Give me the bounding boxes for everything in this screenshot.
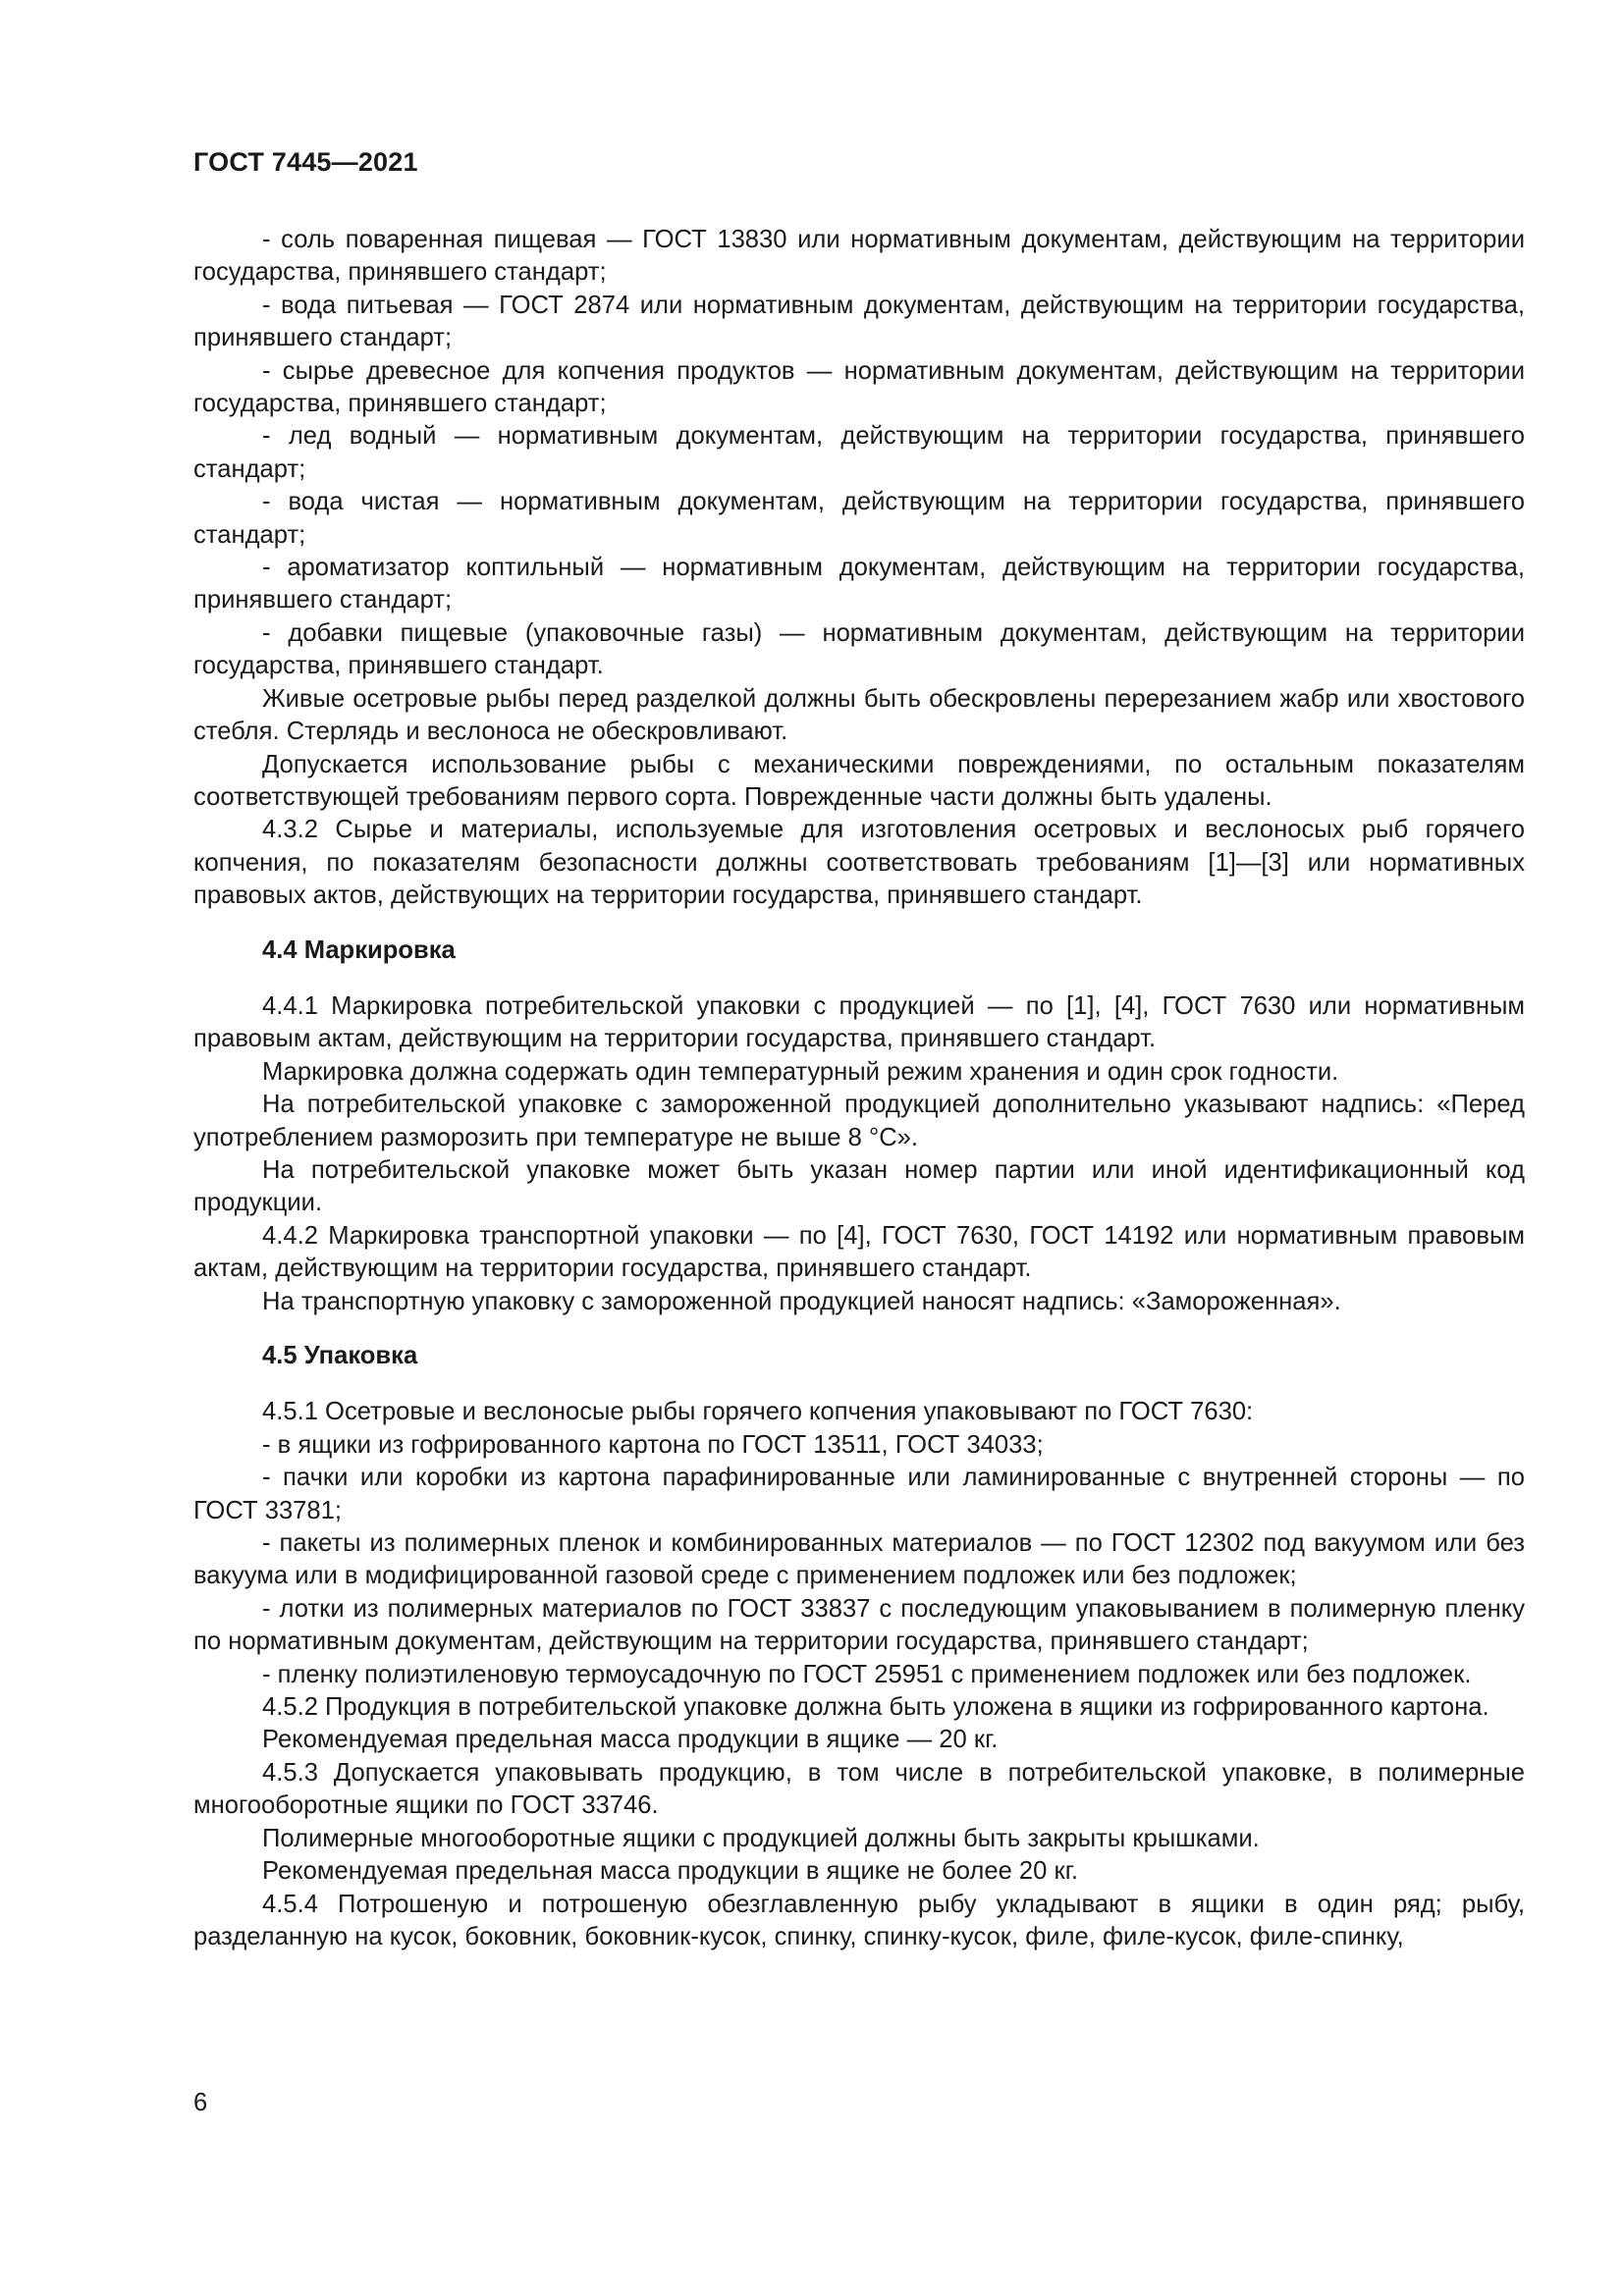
- document-body: [193, 224, 1525, 1953]
- paragraph: - в ящики из гофрированного картона по ГОСТ 13511, ГОСТ 34033;: [262, 1430, 1044, 1459]
- paragraph: - добавки пищевые (упаковочные газы) — нормативным документам, действующим на территории государства, принявшего стандарт.: [193, 618, 1525, 680]
- paragraph: Рекомендуемая предельная масса продукции в ящике — 20 кг.: [262, 1726, 999, 1754]
- paragraph: - вода питьевая — ГОСТ 2874 или нормативным документам, действующим на территории государства, принявшего стандарт;: [193, 291, 1525, 352]
- paragraph: На потребительской упаковке может быть указан номер партии или иной идентификационный код продукции.: [193, 1155, 1525, 1217]
- paragraph: 4.5.2 Продукция в потребительской упаковке должна быть уложена в ящики из гофрированного картона.: [262, 1693, 1489, 1722]
- paragraph: - пакеты из полимерных пленок и комбинированных материалов — по ГОСТ 12302 под вакуумом или без вакуума или в модифицированной газовой среде с применением подложек или без подложек;: [193, 1529, 1525, 1590]
- paragraph: Маркировка должна содержать один температурный режим хранения и один срок годности.: [262, 1057, 1339, 1086]
- paragraph: - сырье древесное для копчения продуктов — нормативным документам, действующим на территории государства, принявшего стандарт;: [193, 356, 1525, 418]
- paragraph: 4.5.4 Потрошеную и потрошеную обезглавленную рыбу укладывают в ящики в один ряд; рыбу, разделанную на кусок, боковник, боковник-кусок, спинку, спинку-кусок, филе, филе-кусок, филе-спинку,: [193, 1890, 1525, 1950]
- paragraph: 4.4.2 Маркировка транспортной упаковки — по [4], ГОСТ 7630, ГОСТ 14192 или нормативным правовым актам, действующим на территории государства, принявшего стандарт.: [193, 1221, 1525, 1283]
- paragraph: На потребительской упаковке с замороженной продукцией дополнительно указывают надпись: «Перед употреблением разморозить при температуре не выше 8 °С».: [193, 1091, 1525, 1151]
- paragraph: - лотки из полимерных материалов по ГОСТ 33837 с последующим упаковыванием в полимерную пленку по нормативным документам, действующим на территории государства, принявшего стандарт;: [193, 1594, 1525, 1656]
- paragraph: Полимерные многооборотные ящики с продукцией должны быть закрыты крышками.: [262, 1824, 1260, 1852]
- page-number: 6: [193, 2089, 208, 2116]
- paragraph: 4.5.1 Осетровые и веслоносые рыбы горячего копчения упаковывают по ГОСТ 7630:: [262, 1398, 1254, 1426]
- paragraph: - лед водный — нормативным документам, действующим на территории государства, принявшего стандарт;: [193, 422, 1525, 483]
- paragraph: Допускается использование рыбы с механическими повреждениями, по остальным показателям соответствующей требованиям первого сорта. Поврежденные части должны быть удалены.: [193, 750, 1525, 811]
- paragraph: - вода чистая — нормативным документам, действующим на территории государства, принявшего стандарт;: [193, 488, 1525, 549]
- section-heading-4-5: 4.5 Упаковка: [262, 1342, 418, 1369]
- paragraph: 4.5.3 Допускается упаковывать продукцию, в том числе в потребительской упаковке, в полимерные многооборотные ящики по ГОСТ 33746.: [193, 1758, 1525, 1820]
- paragraph: Живые осетровые рыбы перед разделкой должны быть обескровлены перерезанием жабр или хвостового стебля. Стерлядь и веслоноса не обескровливают.: [193, 684, 1525, 746]
- paragraph: - пленку полиэтиленовую термоусадочную по ГОСТ 25951 с применением подложек или без подложек.: [262, 1660, 1472, 1688]
- paragraph: 4.4.1 Маркировка потребительской упаковки с продукцией — по [1], [4], ГОСТ 7630 или нормативным правовым актам, действующим на территории государства, принявшего стандарт.: [193, 991, 1525, 1053]
- document-header: ГОСТ 7445—2021: [193, 147, 418, 177]
- section-heading-4-4: 4.4 Маркировка: [262, 935, 456, 964]
- paragraph: 4.3.2 Сырье и материалы, используемые для изготовления осетровых и веслоносых рыб горячего копчения, по показателям безопасности должны соответствовать требованиям [1]—[3] или нормативных правовых актов, действующих на территории государства, принявшего стандарт.: [193, 816, 1525, 910]
- paragraph: На транспортную упаковку с замороженной продукцией наносят надпись: «Замороженная».: [262, 1287, 1341, 1315]
- paragraph: - соль поваренная пищевая — ГОСТ 13830 или нормативным документам, действующим на территории государства, принявшего стандарт;: [193, 226, 1525, 287]
- paragraph: - пачки или коробки из картона парафинированные или ламинированные с внутренней стороны — по ГОСТ 33781;: [193, 1464, 1525, 1524]
- paragraph: - ароматизатор коптильный — нормативным документам, действующим на территории государства, принявшего стандарт;: [193, 554, 1525, 614]
- paragraph: Рекомендуемая предельная масса продукции в ящике не более 20 кг.: [262, 1857, 1079, 1886]
